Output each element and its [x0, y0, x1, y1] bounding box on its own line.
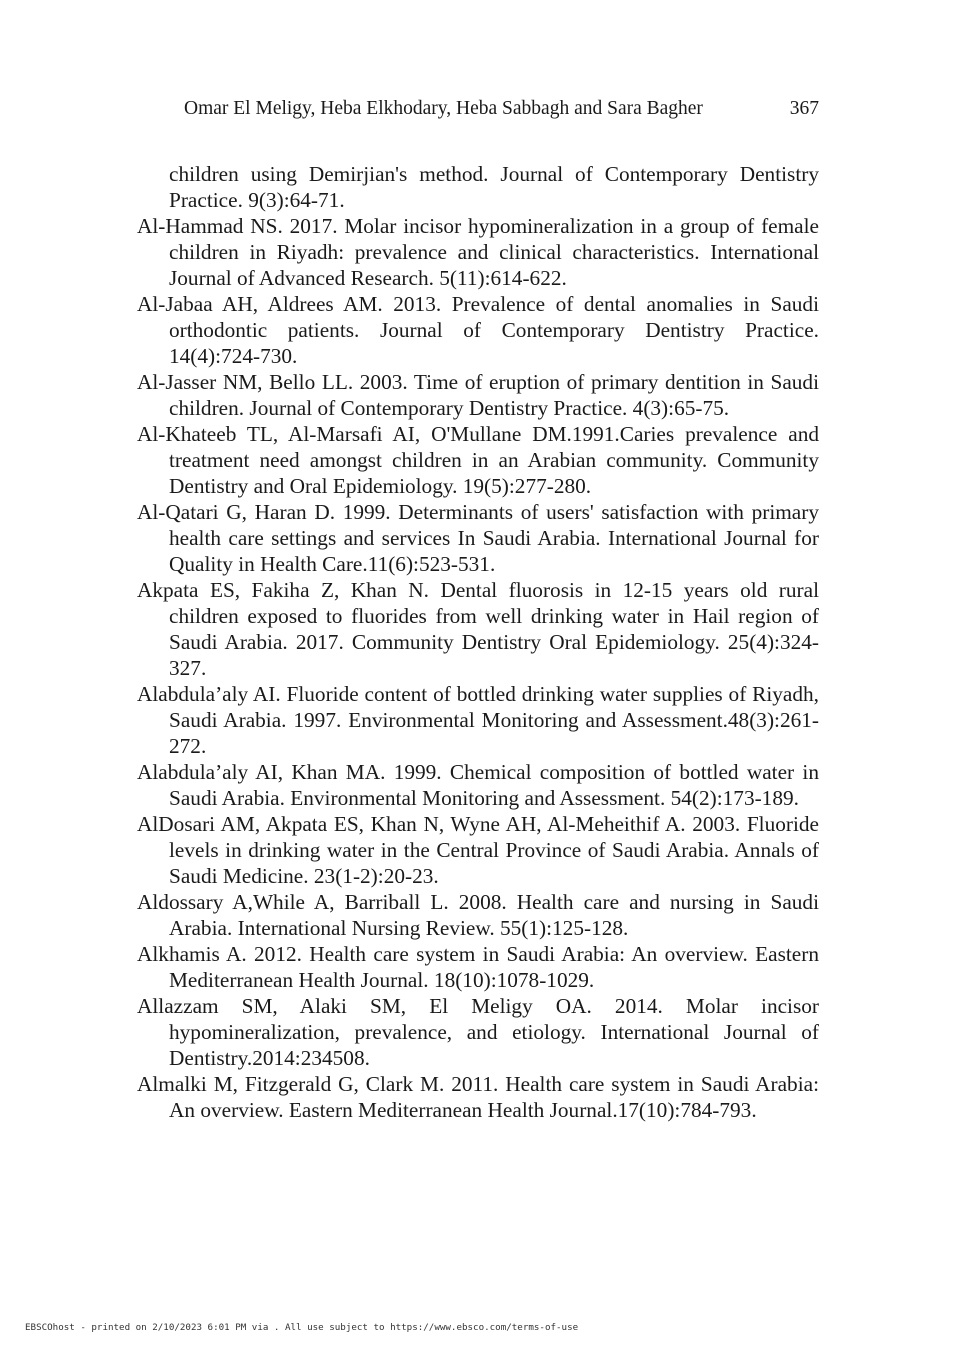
reference-item: Al-Jasser NM, Bello LL. 2003. Time of eruption of primary dentition in Saudi children. Journal of Contemporary Dentistry Practice. 4(3):65-75.: [137, 370, 819, 420]
reference-item: Aldossary A,While A, Barriball L. 2008. Health care and nursing in Saudi Arabia. International Nursing Review. 55(1):125-128.: [137, 890, 819, 940]
reference-item: Al-Jabaa AH, Aldrees AM. 2013. Prevalence of dental anomalies in Saudi orthodontic patients. Journal of Contemporary Dentistry Practice. 14(4):724-730.: [137, 292, 819, 368]
reference-item: Allazzam SM, Alaki SM, El Meligy OA. 2014. Molar incisor hypomineralization, prevalence, and etiology. International Journal of Dentistry.2014:234508.: [137, 994, 819, 1070]
reference-item: Al-Hammad NS. 2017. Molar incisor hypomineralization in a group of female children in Riyadh: prevalence and clinical characteristics. International Journal of Advanced Research. 5(11):614-622.: [137, 214, 819, 290]
reference-item: Al-Qatari G, Haran D. 1999. Determinants of users' satisfaction with primary health care settings and services In Saudi Arabia. International Journal for Quality in Health Care.11(6):523-531.: [137, 500, 819, 576]
reference-item: Al-Khateeb TL, Al-Marsafi AI, O'Mullane DM.1991.Caries prevalence and treatment need amongst children in an Arabian community. Community Dentistry and Oral Epidemiology. 19(5):277-280.: [137, 422, 819, 498]
running-header: [137, 96, 819, 122]
page-number: 367: [789, 98, 819, 119]
header-authors: Omar El Meligy, Heba Elkhodary, Heba Sabbagh and Sara Bagher: [184, 98, 703, 119]
reference-item: Alabdula’aly AI. Fluoride content of bottled drinking water supplies of Riyadh, Saudi Arabia. 1997. Environmental Monitoring and Assessment.48(3):261-272.: [137, 682, 819, 758]
ebsco-footer-note: EBSCOhost - printed on 2/10/2023 6:01 PM via . All use subject to https://www.ebsco.com/terms-of-use: [25, 1322, 579, 1333]
reference-item: Alkhamis A. 2012. Health care system in Saudi Arabia: An overview. Eastern Mediterranean Health Journal. 18(10):1078-1029.: [137, 942, 819, 992]
reference-item: Almalki M, Fitzgerald G, Clark M. 2011. Health care system in Saudi Arabia: An overview. Eastern Mediterranean Health Journal.17(10):784-793.: [137, 1072, 819, 1122]
reference-item-continued: children using Demirjian's method. Journal of Contemporary Dentistry Practice. 9(3):64-71.: [169, 162, 819, 212]
reference-item: Akpata ES, Fakiha Z, Khan N. Dental fluorosis in 12-15 years old rural children exposed to fluorides from well drinking water in Hail region of Saudi Arabia. 2017. Community Dentistry Oral Epidemiology. 25(4):324-327.: [137, 578, 819, 680]
reference-item: Alabdula’aly AI, Khan MA. 1999. Chemical composition of bottled water in Saudi Arabia. Environmental Monitoring and Assessment. 54(2):173-189.: [137, 760, 819, 810]
reference-list: [137, 161, 819, 1123]
reference-item: AlDosari AM, Akpata ES, Khan N, Wyne AH, Al-Meheithif A. 2003. Fluoride levels in drinking water in the Central Province of Saudi Arabia. Annals of Saudi Medicine. 23(1-2):20-23.: [137, 812, 819, 888]
